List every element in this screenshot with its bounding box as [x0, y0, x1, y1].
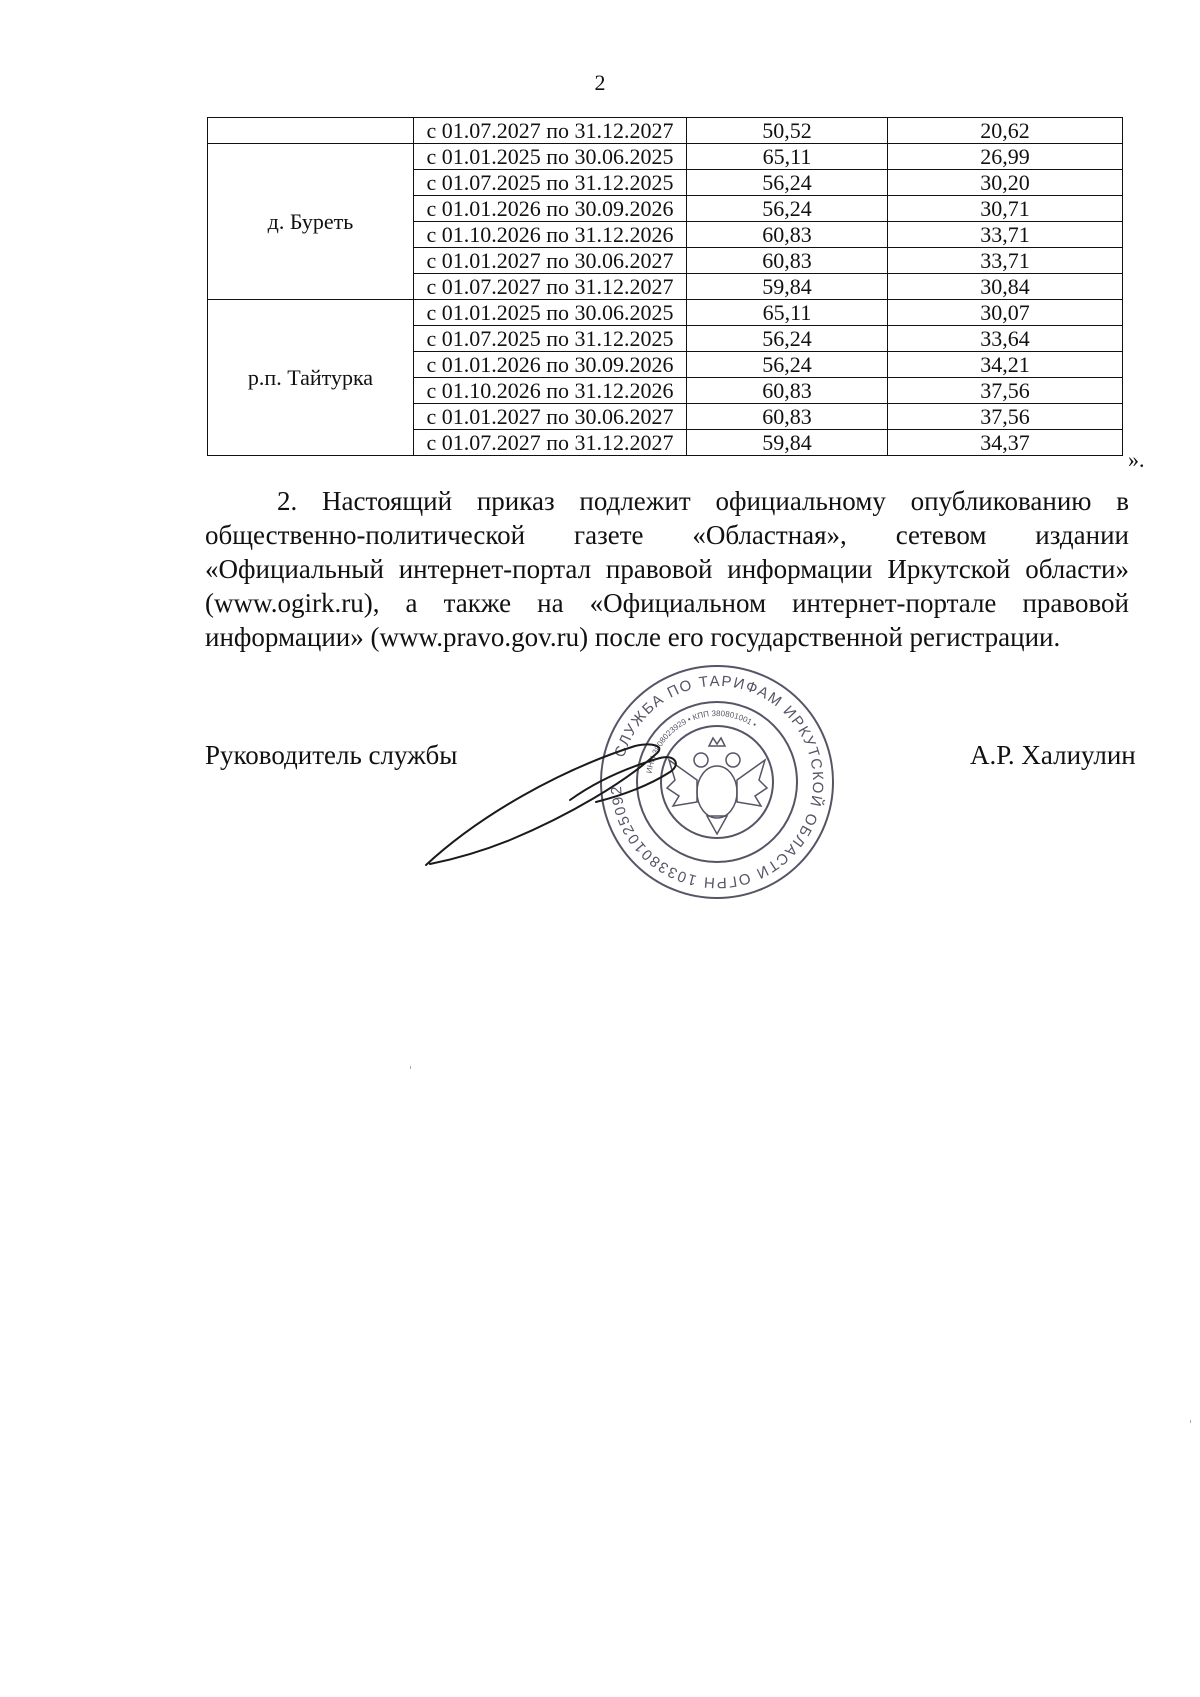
period-cell: с 01.01.2027 по 30.06.2027 — [414, 248, 687, 274]
value1-cell: 59,84 — [687, 430, 888, 456]
value1-cell: 60,83 — [687, 222, 888, 248]
value2-cell: 33,64 — [888, 326, 1123, 352]
value1-cell: 60,83 — [687, 404, 888, 430]
settlement-cell: д. Буреть — [208, 144, 414, 300]
period-cell: с 01.01.2025 по 30.06.2025 — [414, 144, 687, 170]
value2-cell: 33,71 — [888, 222, 1123, 248]
value2-cell: 30,84 — [888, 274, 1123, 300]
table-row — [208, 144, 1123, 170]
period-cell: с 01.01.2027 по 30.06.2027 — [414, 404, 687, 430]
value2-cell: 37,56 — [888, 404, 1123, 430]
seal-outer-text-path: СЛУЖБА ПО ТАРИФАМ ИРКУТСКОЙ ОБЛАСТИ ОГРН 1033801025092 — [607, 672, 827, 892]
table-row — [208, 118, 1123, 144]
period-cell: с 01.01.2026 по 30.09.2026 — [414, 196, 687, 222]
period-cell: с 01.07.2027 по 31.12.2027 — [414, 118, 687, 144]
value2-cell: 30,07 — [888, 300, 1123, 326]
value1-cell: 60,83 — [687, 248, 888, 274]
value2-cell: 30,20 — [888, 170, 1123, 196]
period-cell: с 01.01.2025 по 30.06.2025 — [414, 300, 687, 326]
eagle-body — [697, 766, 737, 818]
value2-cell: 30,71 — [888, 196, 1123, 222]
closing-quote: ». — [1128, 447, 1145, 472]
value2-cell: 20,62 — [888, 118, 1123, 144]
period-cell: с 01.01.2026 по 30.09.2026 — [414, 352, 687, 378]
period-cell: с 01.07.2027 по 31.12.2027 — [414, 274, 687, 300]
eagle-head-right — [726, 753, 740, 767]
settlement-cell: р.п. Тайтурка — [208, 300, 414, 456]
tariff-table — [207, 117, 1123, 456]
settlement-cell — [208, 118, 414, 144]
handwritten-signature — [420, 740, 700, 870]
value1-cell: 56,24 — [687, 326, 888, 352]
value2-cell: 37,56 — [888, 378, 1123, 404]
scan-speck — [410, 1066, 411, 1069]
value1-cell: 65,11 — [687, 300, 888, 326]
value1-cell: 60,83 — [687, 378, 888, 404]
period-cell: с 01.07.2027 по 31.12.2027 — [414, 430, 687, 456]
scan-speck — [1190, 1420, 1191, 1423]
value2-cell: 34,21 — [888, 352, 1123, 378]
table-row — [208, 300, 1123, 326]
signature-stroke — [426, 744, 676, 865]
eagle-crown — [709, 738, 725, 746]
value2-cell: 33,71 — [888, 248, 1123, 274]
period-cell: с 01.07.2025 по 31.12.2025 — [414, 326, 687, 352]
publication-paragraph: 2. Настоящий приказ подлежит официальному опубликованию в общественно-политической газете «Областная», сетевом издании «Официальный интернет-портал правовой информации Иркутской области» (www.ogirk.ru), а также на «Официальном интернет-портале правовой информации» (www.pravo.gov.ru) после его государственной регистрации. — [205, 486, 1129, 652]
period-cell: с 01.10.2026 по 31.12.2026 — [414, 378, 687, 404]
signer-position: Руководитель службы — [205, 740, 458, 770]
period-cell: с 01.10.2026 по 31.12.2026 — [414, 222, 687, 248]
value2-cell: 26,99 — [888, 144, 1123, 170]
eagle-wing-right — [737, 760, 767, 806]
value2-cell: 34,37 — [888, 430, 1123, 456]
value1-cell: 56,24 — [687, 352, 888, 378]
signer-name: А.Р. Халиулин — [970, 740, 1136, 770]
seal-inner-text-path: ИНН 3808023929 • КПП 380801001 • — [644, 708, 759, 775]
value1-cell: 56,24 — [687, 196, 888, 222]
value1-cell: 50,52 — [687, 118, 888, 144]
page-number: 2 — [594, 70, 606, 95]
period-cell: с 01.07.2025 по 31.12.2025 — [414, 170, 687, 196]
value1-cell: 56,24 — [687, 170, 888, 196]
value1-cell: 59,84 — [687, 274, 888, 300]
value1-cell: 65,11 — [687, 144, 888, 170]
